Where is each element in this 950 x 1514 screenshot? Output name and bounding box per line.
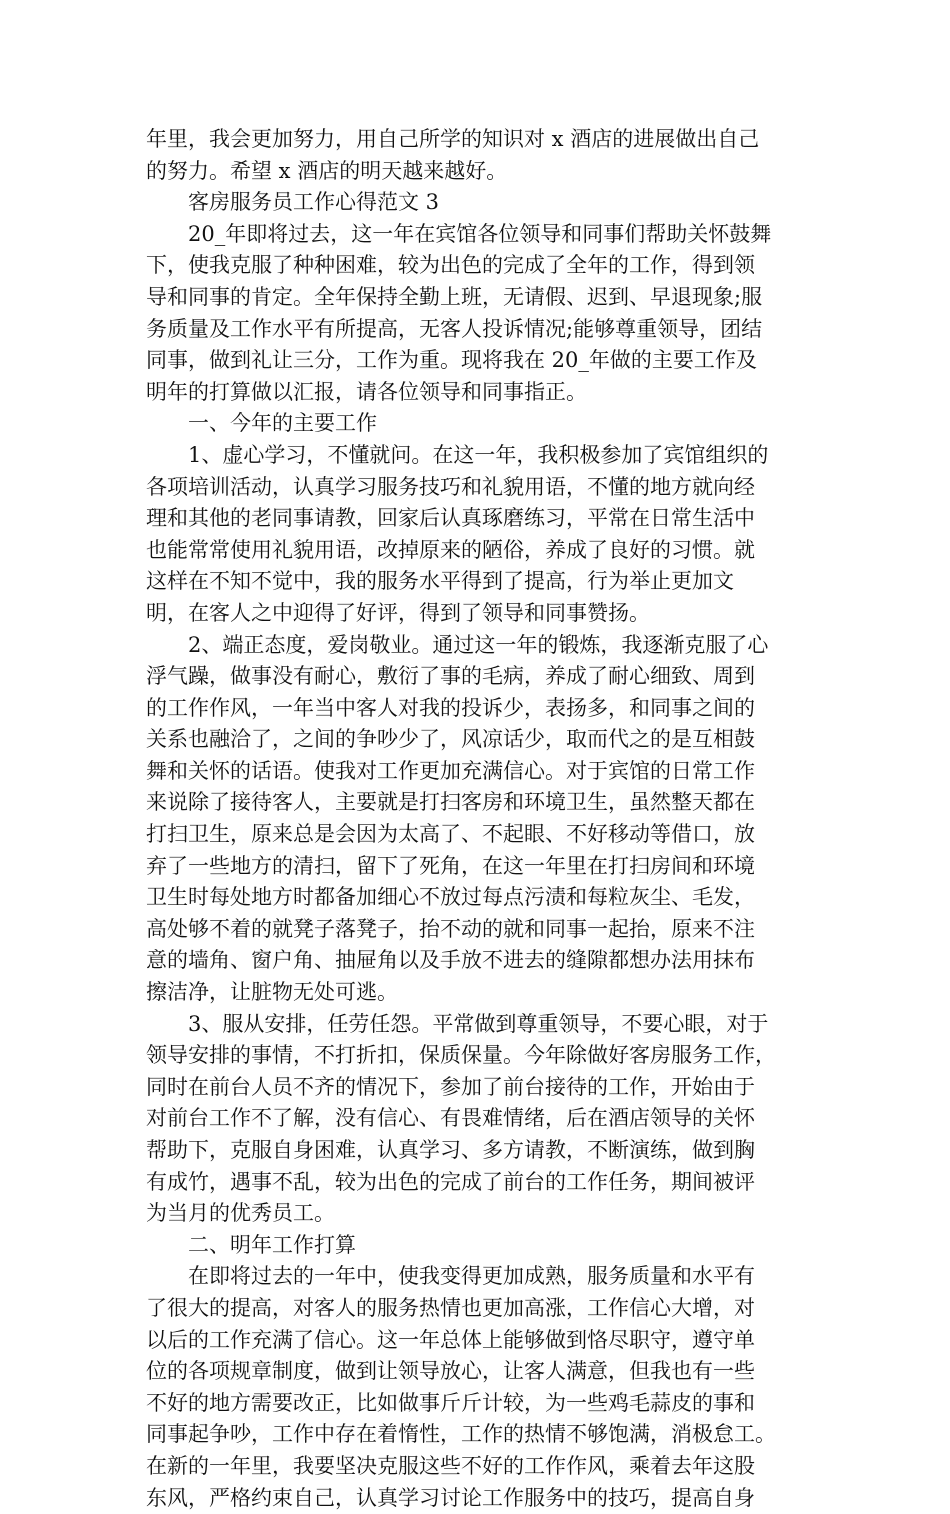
text-line: 位的各项规章制度，做到让领导放心，让客人满意，但我也有一些: [146, 1359, 755, 1384]
text-line: 关系也融洽了，之间的争吵少了，风凉话少，取而代之的是互相鼓: [146, 727, 755, 752]
text-line: 来说除了接待客人，主要就是打扫客房和环境卫生，虽然整天都在: [146, 790, 755, 815]
paragraph-first-line: 一、今年的主要工作: [188, 411, 377, 436]
text-line: 帮助下，克服自身困难，认真学习、多方请教，不断演练，做到胸: [146, 1138, 755, 1162]
text-line: 也能常常使用礼貌用语，改掉原来的陋俗，养成了良好的习惯。就: [146, 537, 755, 562]
text-line: 年里，我会更加努力，用自己所学的知识对 x 酒店的进展做出自己: [146, 127, 760, 151]
paragraph-first-line: 20_年即将过去，这一年在宾馆各位领导和同事们帮助关怀鼓舞: [188, 221, 772, 246]
text-line: 为当月的优秀员工。: [146, 1201, 335, 1226]
text-line: 卫生时每处地方时都备加细心不放过每点污渍和每粒灰尘、毛发，: [146, 885, 755, 910]
text-line: 同事起争吵，工作中存在着惰性，工作的热情不够饱满，消极怠工。: [146, 1422, 776, 1447]
text-line: 的工作作风，一年当中客人对我的投诉少，表扬多，和同事之间的: [146, 695, 755, 720]
text-line: 擦洁净，让脏物无处可逃。: [146, 980, 398, 1005]
text-line: 理和其他的老同事请教，回家后认真琢磨练习，平常在日常生活中: [146, 506, 755, 531]
text-line: 打扫卫生，原来总是会因为太高了、不起眼、不好移动等借口，放: [146, 822, 755, 847]
text-line: 领导安排的事情，不打折扣，保质保量。今年除做好客房服务工作，: [146, 1043, 776, 1068]
text-line: 有成竹，遇事不乱，较为出色的完成了前台的工作任务，期间被评: [146, 1169, 755, 1194]
text-line: 意的墙角、窗户角、抽屉角以及手放不进去的缝隙都想办法用抹布: [146, 948, 755, 973]
text-line: 了很大的提高，对客人的服务热情也更加高涨，工作信心大增，对: [146, 1295, 755, 1320]
text-line: 同事，做到礼让三分，工作为重。现将我在 20_年做的主要工作及: [146, 348, 757, 373]
paragraph-first-line: 1、虚心学习，不懂就问。在这一年，我积极参加了宾馆组织的: [188, 442, 769, 467]
paragraph-first-line: 客房服务员工作心得范文 3: [188, 190, 440, 215]
paragraph-first-line: 3、服从安排，任劳任怨。平常做到尊重领导，不要心眼，对于: [188, 1011, 769, 1036]
text-line: 舞和关怀的话语。使我对工作更加充满信心。对于宾馆的日常工作: [146, 758, 755, 783]
text-line: 以后的工作充满了信心。这一年总体上能够做到恪尽职守，遵守单: [146, 1327, 755, 1352]
text-line: 浮气躁，做事没有耐心，敷衍了事的毛病，养成了耐心细致、周到: [146, 664, 755, 689]
text-line: 在新的一年里，我要坚决克服这些不好的工作作风，乘着去年这股: [146, 1453, 755, 1478]
text-line: 导和同事的肯定。全年保持全勤上班，无请假、迟到、早退现象;服: [146, 284, 763, 309]
text-line: 不好的地方需要改正，比如做事斤斤计较，为一些鸡毛蒜皮的事和: [146, 1390, 755, 1415]
text-line: 务质量及工作水平有所提高，无客人投诉情况;能够尊重领导，团结: [146, 316, 763, 341]
text-line: 下，使我克服了种种困难，较为出色的完成了全年的工作，得到领: [146, 253, 755, 278]
text-line: 对前台工作不了解，没有信心、有畏难情绪，后在酒店领导的关怀: [146, 1106, 755, 1131]
text-line: 东风，严格约束自己，认真学习讨论工作服务中的技巧，提高自身: [146, 1485, 755, 1510]
text-line: 弃了一些地方的清扫，留下了死角，在这一年里在打扫房间和环境: [146, 853, 755, 878]
paragraph-first-line: 在即将过去的一年中，使我变得更加成熟，服务质量和水平有: [188, 1264, 755, 1289]
text-line: 明年的打算做以汇报，请各位领导和同事指正。: [146, 379, 587, 404]
text-line: 的努力。希望 x 酒店的明天越来越好。: [146, 158, 508, 183]
paragraph-first-line: 2、端正态度，爱岗敬业。通过这一年的锻炼，我逐渐克服了心: [188, 632, 769, 657]
text-line: 高处够不着的就凳子落凳子，抬不动的就和同事一起抬，原来不注: [146, 916, 755, 941]
text-line: 明，在客人之中迎得了好评，得到了领导和同事赞扬。: [146, 600, 650, 625]
text-line: 同时在前台人员不齐的情况下，参加了前台接待的工作，开始由于: [146, 1074, 755, 1099]
text-line: 各项培训活动，认真学习服务技巧和礼貌用语，不懂的地方就向经: [146, 474, 755, 499]
paragraph-first-line: 二、明年工作打算: [188, 1232, 356, 1257]
text-line: 这样在不知不觉中，我的服务水平得到了提高，行为举止更加文: [146, 569, 734, 594]
document-body: [146, 124, 830, 1514]
